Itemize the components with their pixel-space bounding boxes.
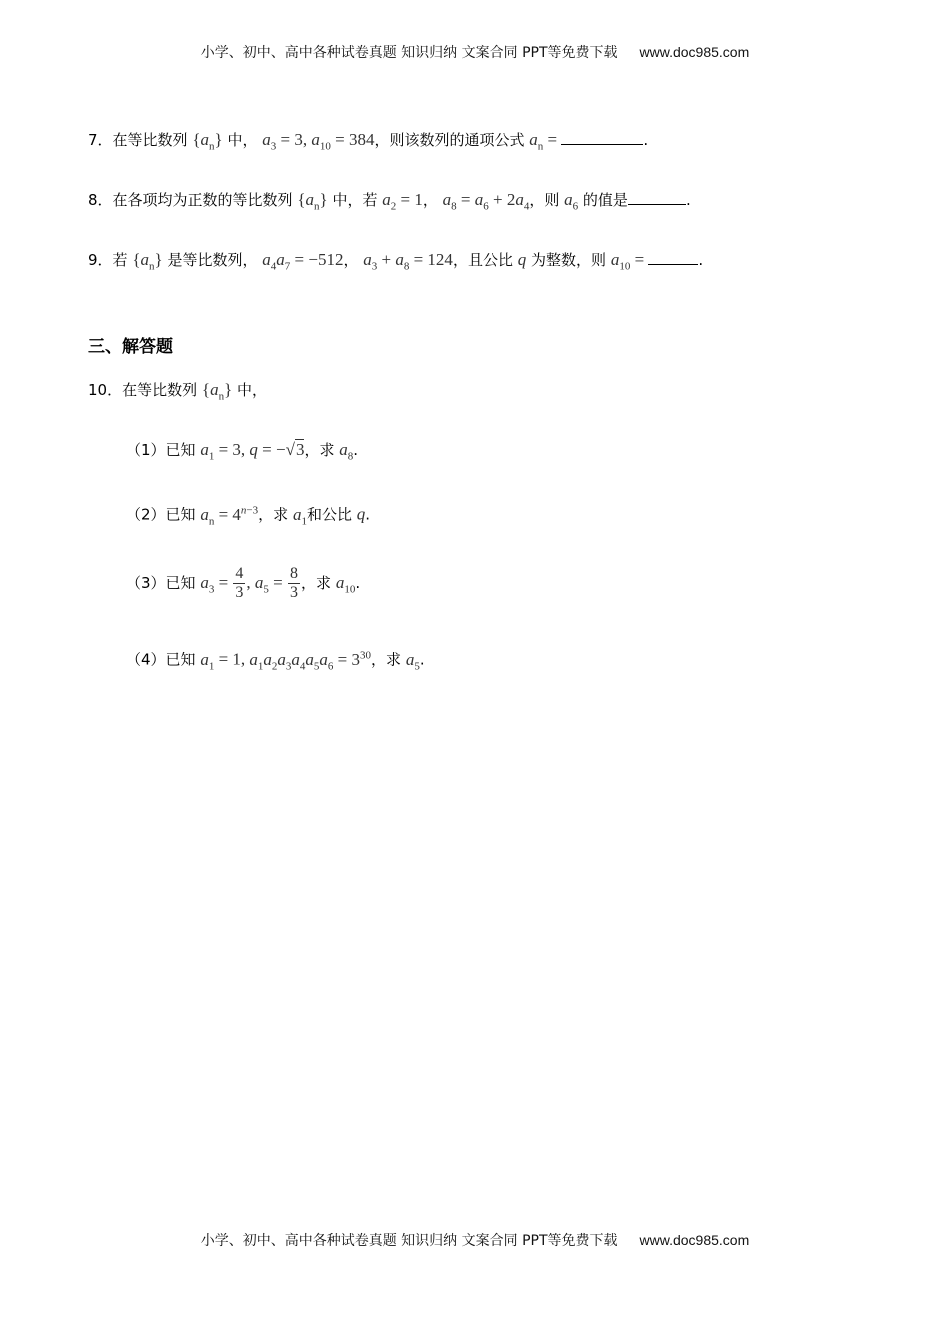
question-10-part-1: （1）已知 $a_1 = 3$, q = −√3，求 $a_8$. [126,440,359,463]
footer-site-link[interactable]: www.doc985.com [639,1232,750,1248]
answer-blank[interactable] [561,130,643,145]
header-text: 小学、初中、高中各种试卷真题 知识归纳 文案合同 PPT等免费下载 [200,45,618,61]
question-8: 8．在各项均为正数的等比数列 $\{a_n\}$ 中，若 $a_2 = 1$， $a_8 = a_6 + 2a_4$，则 $a_6$ 的值是 . [88,190,691,213]
question-10-part-2: （2）已知 $a_n = 4^{n-3}$，求 $a_1$和公比 q. [126,504,371,528]
footer-banner [0,1230,950,1250]
header-banner [0,42,950,62]
question-10-part-4: （4）已知 $a_1 = 1$, $a_1a_2a_3a_4a_5a_6 = 3^{30}$，求 $a_5$. [126,649,425,673]
question-9: 9．若 $\{a_n\}$ 是等比数列， $a_4a_7 = -512$， $a_3 + a_8 = 124$，且公比 q 为整数，则 $a_{10}$ = . [88,250,704,273]
answer-blank[interactable] [648,250,698,265]
footer-text: 小学、初中、高中各种试卷真题 知识归纳 文案合同 PPT等免费下载 [200,1233,618,1249]
header-site-link[interactable]: www.doc985.com [639,44,750,60]
question-10-part-3: （3）已知 $a_3$ = $\frac{4}{3}$ , $a_5$ = $\frac{8}{3}$ ，求 $a_{10}$. [126,565,361,601]
question-7: 7．在等比数列 $\{a_n\}$ 中， $a_3 = 3$, $a_{10} = 384$，则该数列的通项公式 $a_n$ = . [88,130,649,153]
question-10: 10．在等比数列 $\{a_n\}$ 中， [88,380,268,403]
answer-blank[interactable] [628,190,686,205]
section-heading: 三、解答题 [88,337,173,357]
